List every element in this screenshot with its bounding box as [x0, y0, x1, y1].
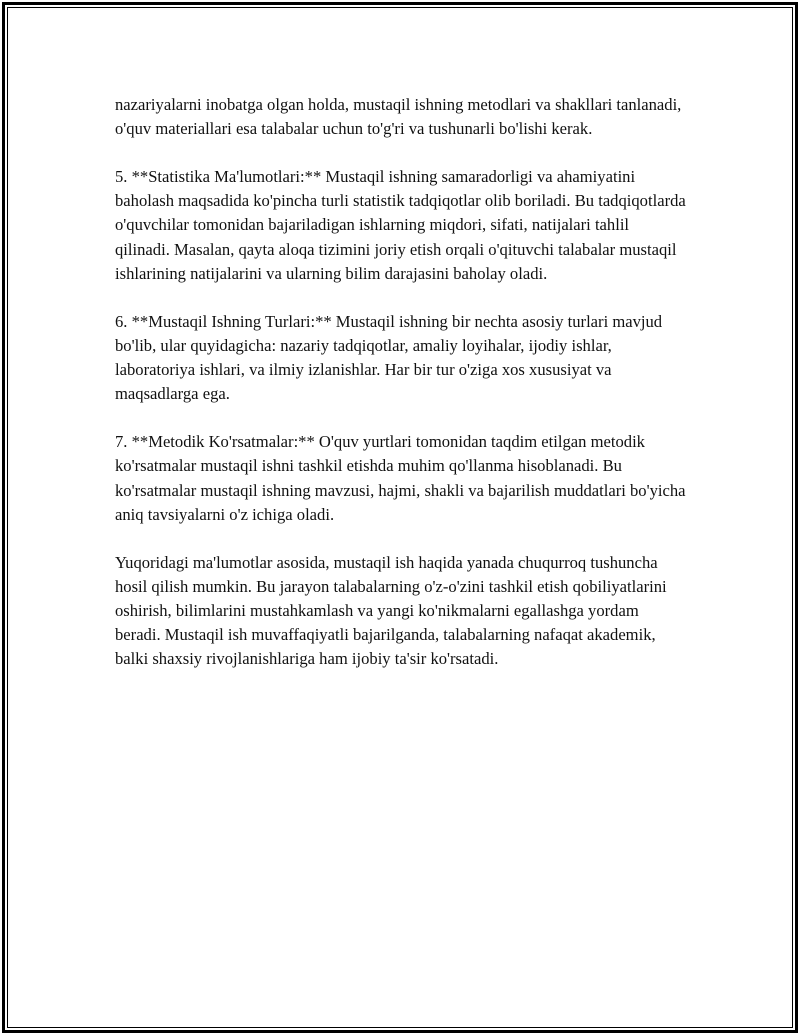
document-body [115, 93, 687, 695]
paragraph-statistics: 5. **Statistika Ma'lumotlari:** Mustaqil ishning samaradorligi va ahamiyatini baholash maqsadida ko'pincha turli statistik tadqiqotlar olib boriladi. Bu tadqiqotlarda o'quvchilar tomonidan bajariladigan ishlarning miqdori, sifati, natijalari tahlil qilinadi. Masalan, qayta aloqa tizimini joriy etish orqali o'qituvchi talabalar mustaqil ishlarining natijalarini va ularning bilim darajasini baholay oladi. [115, 167, 686, 283]
paragraph-methodical-guidelines: 7. **Metodik Ko'rsatmalar:** O'quv yurtlari tomonidan taqdim etilgan metodik ko'rsatmalar mustaqil ishni tashkil etishda muhim qo'llanma hisoblanadi. Bu ko'rsatmalar mustaqil ishning mavzusi, hajmi, shakli va bajarilish muddatlari bo'yicha aniq tavsiyalarni o'z ichiga oladi. [115, 432, 686, 524]
paragraph-work-types: 6. **Mustaqil Ishning Turlari:** Mustaqil ishning bir nechta asosiy turlari mavjud bo'lib, ular quyidagicha: nazariy tadqiqotlar, amaliy loyihalar, ijodiy ishlar, laboratoriya ishlari, va ilmiy izlanishlar. Har bir tur o'ziga xos xususiyat va maqsadlarga ega. [115, 311, 663, 404]
paragraph-conclusion: Yuqoridagi ma'lumotlar asosida, mustaqil ish haqida yanada chuqurroq tushuncha hosil qilish mumkin. Bu jarayon talabalarning o'z-o'zini tashkil etish qobiliyatlarini oshirish, bilimlarini mustahkamlash va yangi ko'nikmalarni egallashga yordam beradi. Mustaqil ish muvaffaqiyatli bajarilganda, talabalarning nafaqat akademik, balki shaxsiy rivojlanishlariga ham ijobiy ta'sir ko'rsatadi. [115, 552, 667, 669]
paragraph-continuation: nazariyalarni inobatga olgan holda, mustaqil ishning metodlari va shakllari tanlanadi, o'quv materiallari esa talabalar uchun to'g'ri va tushunarli bo'lishi kerak. [115, 95, 682, 139]
